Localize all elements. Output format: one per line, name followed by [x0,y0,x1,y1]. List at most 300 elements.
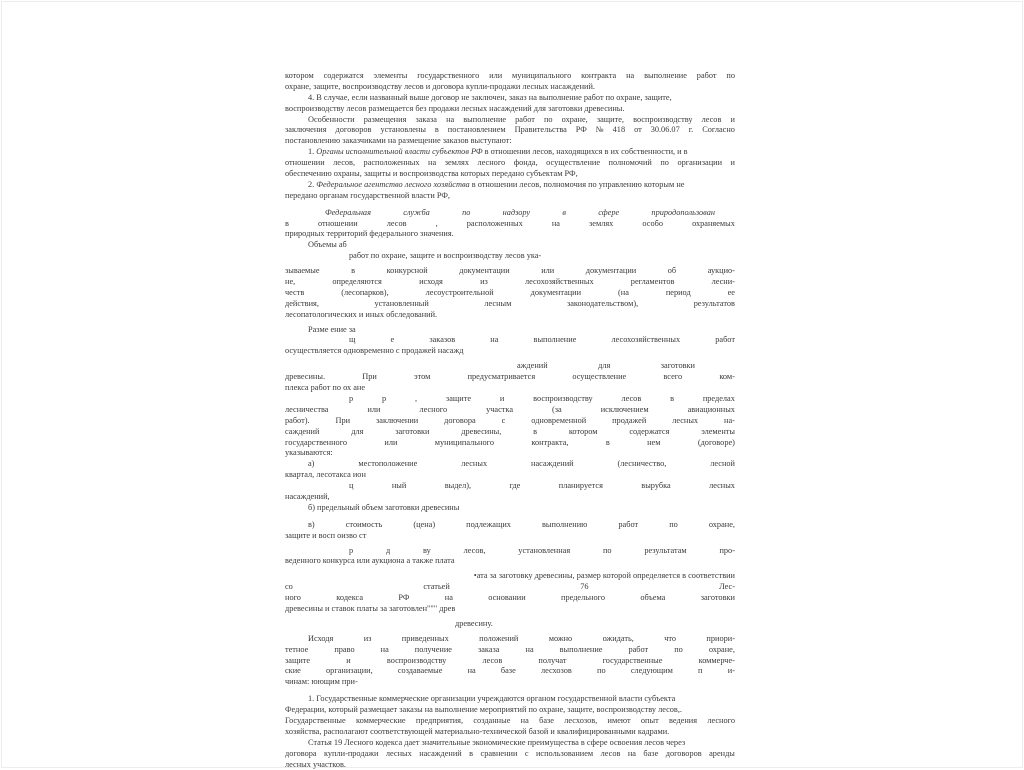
word: лесничества [285,404,329,414]
word: пределах [702,393,735,403]
word: предельного [561,593,605,603]
word: лесного [707,715,735,725]
word: базе [539,715,554,725]
word: контракта [581,71,617,80]
word: Особенности [308,114,355,124]
word: Согласно [702,125,735,135]
word: ного [285,593,301,603]
word: заготовки [700,593,735,603]
word: лесного [419,404,448,414]
word: лесхозов, [564,715,598,725]
word: древесины. [285,372,326,382]
word: выполнение [644,71,687,80]
word: лесов [482,655,503,665]
word: период [665,287,691,297]
word: древесины, [461,426,502,436]
text-line: передано органам государственной власти РФ, [285,190,451,200]
word: заказа [415,114,437,124]
word: документации [530,287,582,297]
word: надзору [502,207,531,217]
word: выдел), [444,481,472,491]
word: р [349,393,354,403]
word: этом [414,372,431,382]
word: лесохозяйственных [611,335,681,345]
word: элементы [373,71,408,80]
word: охране, [708,644,735,654]
word: результатам [644,545,687,555]
word: лесных [672,415,699,425]
word: подлежащих [466,519,511,529]
word: ские [285,666,301,676]
text-line: чинам: юющим при- [285,677,358,687]
word: охраняемых [692,218,735,228]
word: по [462,207,471,217]
word: (за [552,404,562,414]
word: имеют [607,715,631,725]
word: на [627,748,636,758]
word: что [664,633,677,643]
word: котором [568,426,598,436]
word: вырубка [641,481,671,491]
word: или [367,404,381,414]
word: сравнении [480,748,518,758]
word: государственного [417,71,480,80]
word: осуществление [546,158,601,168]
word: лесных [709,481,735,491]
word: воспроизводству [386,655,447,665]
word: статьей [423,582,450,592]
word: Государственные [285,715,346,725]
text-line: Разме ение за [308,324,356,334]
word: законодательством), [566,298,639,308]
word: и [346,655,351,665]
word: действия, [285,298,319,308]
word: документации [585,266,637,276]
word: служба [403,207,430,217]
text-line-justified [285,125,735,136]
word: приведенных [401,633,449,643]
word: право [334,644,355,654]
word: по [660,158,669,168]
word: аукцио- [707,266,735,276]
word: организации [677,158,723,168]
item-number: 2. [308,179,317,189]
word: на [525,644,534,654]
word: исключением [600,404,649,414]
text-line: Федерации, который размещает заказы на выполнение мероприятий по охране, защите, воспроизводству лесов,. [285,705,682,715]
word: со [285,582,293,592]
word: лесни- [711,277,735,287]
text-line: лесных участков. [285,759,347,769]
text-line-justified [285,208,735,219]
word: или [489,71,503,80]
word: д [385,545,391,555]
word: с [524,748,529,758]
word: лесоустроительной [425,287,494,297]
text-line-justified [285,158,735,169]
word: использованием [535,748,594,758]
word: саждений [285,426,320,436]
word: положений [479,633,519,643]
word: работ). [285,415,310,425]
text-line: природных территорий федерального значения. [285,229,454,239]
text-line [285,180,735,191]
text-line-justified [285,481,735,492]
word: работ [618,519,639,529]
italic-term: Органы исполнительной власти субъектов РФ [316,147,483,157]
word: купли-продажи [324,748,379,758]
text-line: 4. В случае, если названный выше договор не заключен, заказ на выполнение работ по охране, защите, [308,92,672,102]
text-line: Статья 19 Лесного кодекса дает значительные экономические преимущества в сфере освоения лесов через [308,737,686,747]
text-line-justified [285,656,735,667]
word: содержатся [323,71,364,80]
document-page [285,71,735,770]
word: на [380,644,389,654]
text-line-justified [285,438,735,449]
word: с [501,415,506,425]
word: объема [640,593,666,603]
word: государственные [602,655,663,665]
word: следующим [630,666,673,676]
word: ком- [719,372,735,382]
word: аренды [709,748,735,758]
text-line-justified [285,427,735,438]
word: осуществление [572,372,627,382]
word: лесхозов [540,666,572,676]
word: отношении [318,218,358,228]
word: участка [486,404,514,414]
word: 30.06.07 [650,125,680,135]
word: можно [548,633,573,643]
word: договоров [335,125,372,135]
word: защите [445,393,472,403]
text-line: насаждений, [285,491,330,501]
word: создаваемые [397,666,443,676]
word: Лес- [719,582,735,592]
word: на- [724,415,735,425]
word: планируется [558,481,603,491]
word: расположенных [363,158,420,168]
text-line: древесину. [455,618,493,628]
word: для [351,426,364,436]
text-line-justified [285,582,735,593]
word: Правительства [514,125,567,135]
word: приори- [706,633,735,643]
word: особо [642,218,663,228]
word: в [285,218,289,228]
word: выполнению [542,519,588,529]
word: основании [488,593,526,603]
word: одновременной [531,415,587,425]
word: землях [589,218,614,228]
word: лесным [484,298,512,308]
word: охране, [708,519,735,529]
word: лесов [621,393,642,403]
text-line-justified [285,266,735,277]
word: в [605,437,610,447]
word: по [726,71,735,80]
word: п [698,666,703,676]
word: аждений [517,361,548,371]
text-line: веденного конкурса или аукциона а также плата [285,556,455,566]
word: РФ [398,593,410,603]
text-line-justified [285,645,735,656]
word: нем [647,437,661,447]
italic-term: Федеральное агентство лесного хозяйства [316,179,470,189]
word: в [351,266,356,276]
word: насаждений [419,748,462,758]
word: выполнение [533,335,577,345]
text-line: охране, защите, воспроизводству лесов и договора купли-продажи лесных насаждений. [285,81,596,91]
word: базе [643,748,659,758]
word: на [446,114,455,124]
word: по [543,114,553,124]
text-line: Объемы аб [308,240,347,250]
text-line [285,147,735,158]
text-line: 1. Государственные коммерческие организации учреждаются органом государственной власти субъекта [308,694,676,704]
word: на [551,218,560,228]
word: Федеральная [325,207,371,217]
text-line-justified [285,299,735,310]
word: расположенных [466,218,523,228]
word: 76 [580,582,589,592]
word: р [349,545,354,555]
word: работ [515,114,535,124]
word: защите, [596,114,624,124]
word: продажей [612,415,647,425]
word: лесных [461,459,488,469]
word: установленная [518,545,571,555]
word: защите [285,655,311,665]
text-line: защите и восп оизво ст [285,530,367,540]
word: зываемые [285,266,320,276]
word: стоимость [345,519,383,529]
text-line: работ по охране, защите и воспроизводству лесов ука- [349,251,542,261]
text-line: плекса работ по ох ане [285,383,366,393]
word: и [730,114,735,124]
text-run: в отношении лесов, полномочия по управлению которым не [469,179,685,189]
word: кодекса [336,593,364,603]
text-line-justified [285,405,735,416]
word: в [434,125,439,135]
word: лесов [600,748,621,758]
word: РФ [575,125,587,135]
word: по [674,644,683,654]
text-line: постановлению заказчиками на размещение заказов выступают: [285,136,512,146]
text-line-justified [285,394,735,405]
text-line: лесопатологических и иных обследований. [285,309,438,319]
word: (лесопарков), [341,287,389,297]
word: работ [628,644,649,654]
text-line-justified [285,335,735,346]
word: предусматривается [467,372,536,382]
word: исходя [419,277,443,287]
word: щ [349,335,356,345]
word: для [598,361,611,371]
word: (цена) [413,519,436,529]
word: в [533,426,538,436]
word: ц [349,481,354,491]
word: При [362,372,377,382]
word: на [490,335,499,345]
word: ожидать, [602,633,634,643]
word: базе [500,666,516,676]
word: государственного [285,437,348,447]
word: определяются [332,277,382,287]
word: на [428,158,437,168]
word: установленный [374,298,429,308]
word: ный [391,481,407,491]
word: или [541,266,555,276]
word: на [444,593,453,603]
word: котором [285,71,314,80]
word: всего [663,372,683,382]
text-line-justified [285,520,735,531]
word: фонда, [513,158,538,168]
text-line-justified [285,749,735,760]
word: заказа [477,644,500,654]
word: ее [727,287,735,297]
word: При [335,415,351,425]
word: и- [727,666,735,676]
text-line: обеспечению охраны, защиты и воспроизводства которых передано субъектам РФ, [285,169,578,179]
word: по [669,519,678,529]
text-line-justified [285,634,735,645]
word: в [670,393,674,403]
word: размещения [363,114,407,124]
word: тетное [285,644,309,654]
word: про- [719,545,735,555]
word: работ [696,71,717,80]
word: коммерческие [355,715,406,725]
word: (лесничество, [617,459,667,469]
text-line-justified [285,277,735,288]
text-line: осуществляется одновременно с продажей насажд [285,346,464,356]
word: договоров [665,748,702,758]
word: насаждений [531,459,574,469]
word: (на [618,287,629,297]
word: или [384,437,398,447]
word: контракта, [531,437,569,447]
word: отношении [285,158,325,168]
word: № [595,125,604,135]
text-line-justified [285,416,735,427]
word: заготовки [660,361,695,371]
word: местоположение [358,459,418,469]
word: выполнение [463,114,507,124]
word: лесных [385,748,412,758]
text-line-justified [285,372,735,383]
word: созданные [473,715,511,725]
text-line: воспроизводству лесов размещается без продажи лесных насаждений для заготовки древесины. [285,103,625,113]
text-line-justified [285,716,735,727]
word: на [626,71,635,80]
text-line-justified [285,546,735,557]
word: выполнение [559,644,603,654]
word: в) [308,519,315,529]
word: (договоре) [697,437,735,447]
text-line-justified [285,115,735,126]
word: из [363,633,372,643]
text-line: •ата за заготовку древесины, размер которой определяется в соответствии [473,571,735,581]
word: предприятия, [415,715,464,725]
word: Исходя [308,633,334,643]
word: , [435,218,438,228]
word: договора [285,748,317,758]
word: заключении [376,415,419,425]
word: договора [444,415,476,425]
word: коммерче- [698,655,735,665]
text-line: б) предельный объем заготовки древесины [308,502,460,512]
word: и [499,393,505,403]
text-line: хозяйства, располагают соответствующей материально-технической базой и квалифицированными кадрами. [285,726,670,736]
word: честв [285,287,305,297]
word: лесов [701,114,722,124]
word: по [602,545,612,555]
word: на [467,666,476,676]
text-line: древесины и ставок платы за заготовлен""" древ [285,603,456,613]
word: получат [538,655,567,665]
word: 418 [612,125,626,135]
word: работ [715,335,735,345]
word: лесов, [463,545,486,555]
word: опыт [640,715,659,725]
word: охране, [561,114,588,124]
word: результатов [693,298,735,308]
text-line-justified [285,666,735,677]
word: установлены [380,125,426,135]
word: авиационных [687,404,735,414]
word: документации [459,266,510,276]
word: сфере [598,207,620,217]
word: муниципального [434,437,494,447]
word: заказов [429,335,456,345]
word: постановлением [447,125,506,135]
word: лесного [477,158,506,168]
word: природопользован [651,207,715,217]
word: полномочий [608,158,652,168]
word: лесной [710,459,735,469]
item-number: 1. [308,147,317,157]
word: р [382,393,387,403]
text-line-justified [285,459,735,470]
text-line: указываются: [285,448,333,458]
text-run: в отношении лесов, находящихся в их собственности, и в [482,147,688,157]
text-line-justified [285,288,735,299]
text-line-justified [285,71,735,82]
text-line-justified [285,361,735,372]
word: ву [423,545,431,555]
text-line: квартал, лесотакса ион [285,470,366,480]
word: лесов, [333,158,356,168]
word: регламентов [630,277,675,287]
word: ведения [669,715,698,725]
word: не, [285,277,296,287]
word: в [469,748,474,758]
word: элементы [701,426,735,436]
word: воспроизводству [633,114,693,124]
word: по [597,666,606,676]
word: в [562,207,566,217]
word: воспроизводству [533,393,593,403]
word: от [634,125,642,135]
word: , [415,393,418,403]
word: е [390,335,395,345]
word: получение [414,644,452,654]
word: и [730,158,735,168]
text-line-justified [285,593,735,604]
word: на [520,715,529,725]
